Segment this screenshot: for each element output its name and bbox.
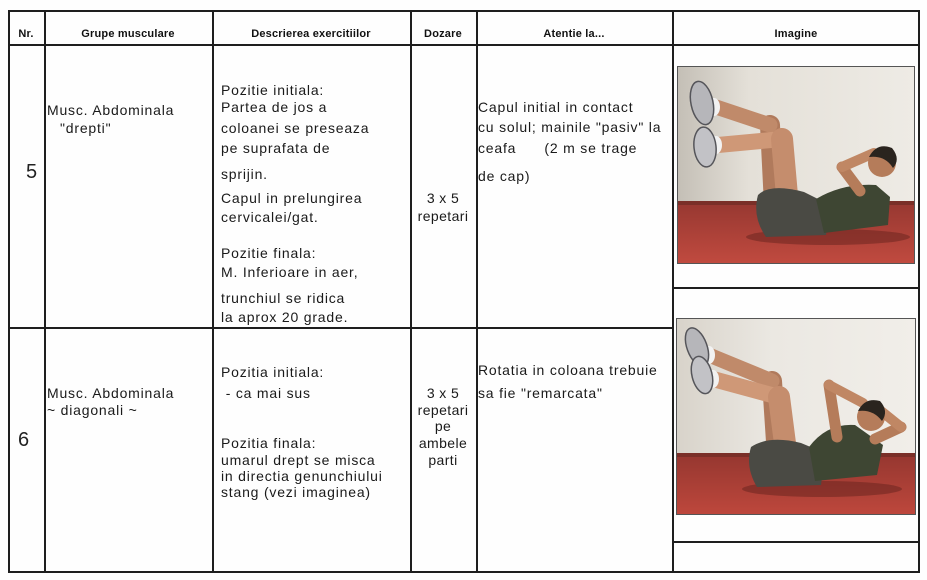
table-bottom-border	[8, 571, 920, 573]
header-nr: Nr.	[18, 28, 34, 40]
column-divider	[44, 10, 46, 572]
header-image: Imagine	[774, 28, 818, 40]
group-line: Musc. Abdominala	[47, 385, 175, 401]
header-bottom-border	[8, 44, 920, 46]
description-line: Capul in prelungirea	[221, 190, 363, 206]
column-divider	[476, 10, 478, 572]
header-description: Descrierea exercitiilor	[251, 28, 371, 40]
dosage-line: repetari	[417, 402, 469, 418]
description-line: - ca mai sus	[221, 385, 311, 401]
row-divider	[8, 327, 672, 329]
description-line: Pozitie finala:	[221, 245, 317, 261]
description-line: cervicalei/gat.	[221, 209, 319, 225]
dosage-line: 3 x 5	[426, 190, 460, 206]
description-line: pe suprafata de	[221, 140, 331, 156]
dosage-line: ambele	[418, 435, 468, 451]
description-line: stang (vezi imaginea)	[221, 484, 371, 500]
row-number: 6	[18, 429, 30, 451]
exercise-photo-oblique-crunch	[676, 318, 916, 515]
dosage-line: pe	[434, 418, 452, 434]
column-divider	[212, 10, 214, 572]
dosage-line: repetari	[417, 208, 469, 224]
attention-line: Capul initial in contact	[478, 99, 634, 115]
dosage-line: 3 x 5	[426, 385, 460, 401]
table-left-border	[8, 10, 10, 572]
description-line: umarul drept se misca	[221, 452, 376, 468]
row-number: 5	[26, 161, 38, 183]
attention-line: de cap)	[478, 168, 531, 184]
description-line: M. Inferioare in aer,	[221, 264, 359, 280]
image-cell-divider	[672, 287, 920, 289]
description-line: in directia genunchiului	[221, 468, 383, 484]
exercise-photo-crunch	[677, 66, 915, 264]
group-line: ~ diagonali ~	[47, 402, 138, 418]
header-attention: Atentie la...	[543, 28, 605, 40]
description-line: Pozitia finala:	[221, 435, 317, 451]
table-top-border	[8, 10, 920, 12]
column-divider	[672, 10, 674, 572]
description-line: la aprox 20 grade.	[221, 309, 349, 325]
description-line: Partea de jos a	[221, 99, 328, 115]
group-line: "drepti"	[60, 120, 112, 136]
description-line: trunchiul se ridica	[221, 290, 346, 306]
table-right-border	[918, 10, 920, 572]
description-line: coloanei se preseaza	[221, 120, 370, 136]
group-line: Musc. Abdominala	[47, 102, 175, 118]
attention-line: ceafa (2 m se trage	[478, 140, 638, 156]
header-dosage: Dozare	[424, 28, 462, 40]
attention-line: cu solul; mainile "pasiv" la	[478, 119, 662, 135]
header-groups: Grupe musculare	[81, 28, 175, 40]
attention-line: sa fie "remarcata"	[478, 385, 603, 401]
column-divider	[410, 10, 412, 572]
description-line: Pozitia initiala:	[221, 364, 325, 380]
description-line: sprijin.	[221, 166, 268, 182]
image-cell-divider	[672, 541, 920, 543]
dosage-line: parti	[428, 452, 458, 468]
attention-line: Rotatia in coloana trebuie	[478, 362, 658, 378]
description-line: Pozitie initiala:	[221, 82, 325, 98]
